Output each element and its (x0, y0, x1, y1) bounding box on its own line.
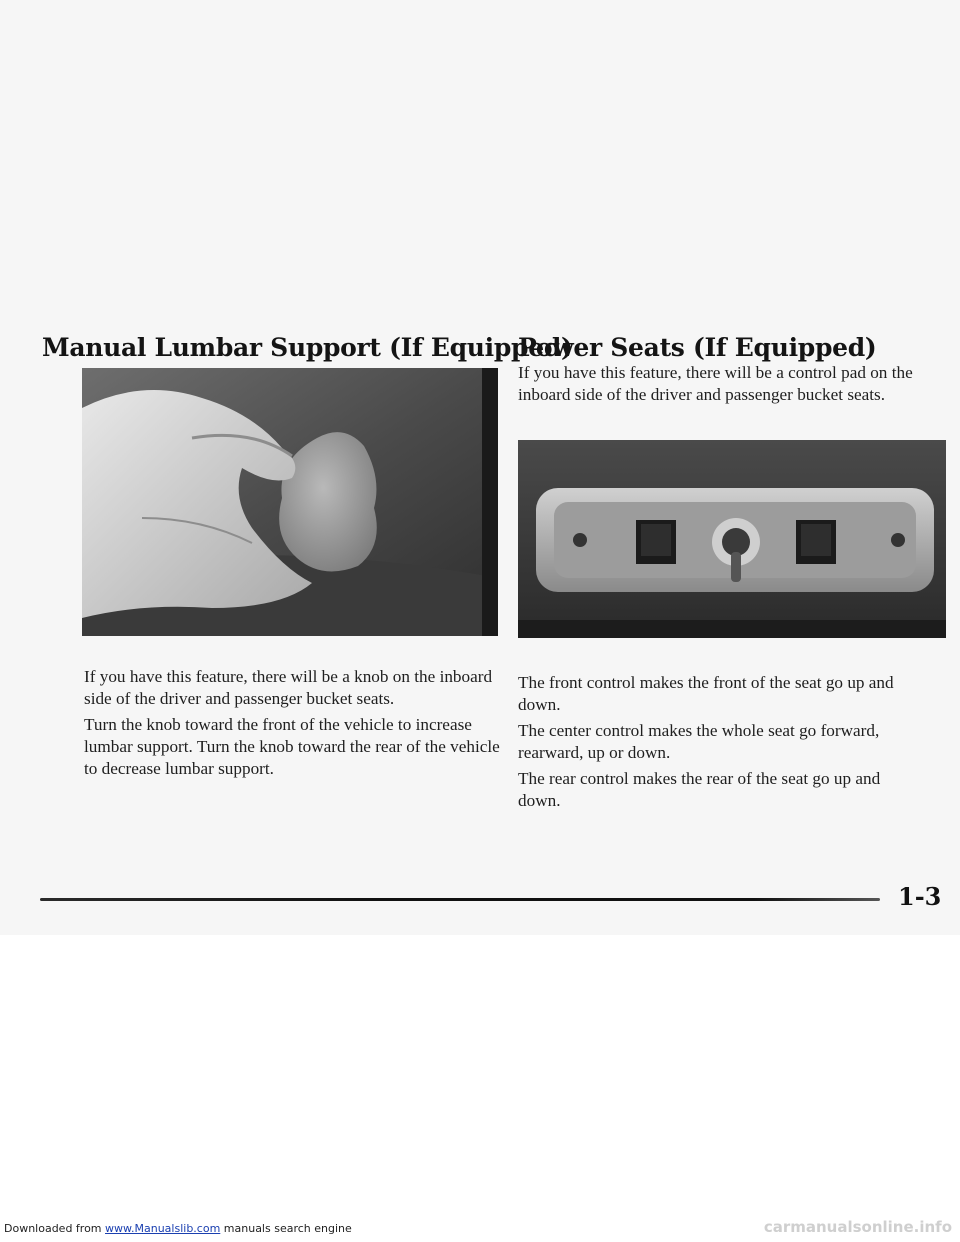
lumbar-paragraph-1: If you have this feature, there will be a knob on the inboard side of the driver and passenger bucket seats. (84, 667, 493, 708)
footer-prefix: Downloaded from (4, 1222, 106, 1235)
lumbar-support-heading: Manual Lumbar Support (If Equipped) (42, 333, 573, 362)
center-control-paragraph: The center control makes the whole seat go forward, rearward, up or down. (518, 721, 880, 762)
download-footer (4, 1222, 352, 1235)
lumbar-paragraph-2: Turn the knob toward the front of the vehicle to increase lumbar support. Turn the knob toward the rear of the vehicle to decrease lumbar support. (84, 715, 500, 778)
page-number: 1-3 (898, 882, 942, 911)
footer-suffix: manuals search engine (220, 1222, 352, 1235)
lumbar-knob-photo (82, 368, 498, 636)
manualslib-link[interactable]: www.Manualslib.com (105, 1222, 221, 1235)
front-control-paragraph: The front control makes the front of the seat go up and down. (518, 673, 894, 714)
power-seats-intro: If you have this feature, there will be a control pad on the inboard side of the driver and passenger bucket seats. (518, 363, 913, 404)
watermark-text: carmanualsonline.info (763, 1218, 952, 1236)
power-seat-control-photo (518, 440, 946, 638)
hand-turning-lumbar-knob-icon (82, 368, 498, 636)
rear-control-paragraph: The rear control makes the rear of the seat go up and down. (518, 769, 881, 810)
power-seat-control-pad-icon (518, 440, 946, 638)
power-seats-heading: Power Seats (If Equipped) (518, 333, 877, 362)
footer-rule (40, 898, 880, 901)
